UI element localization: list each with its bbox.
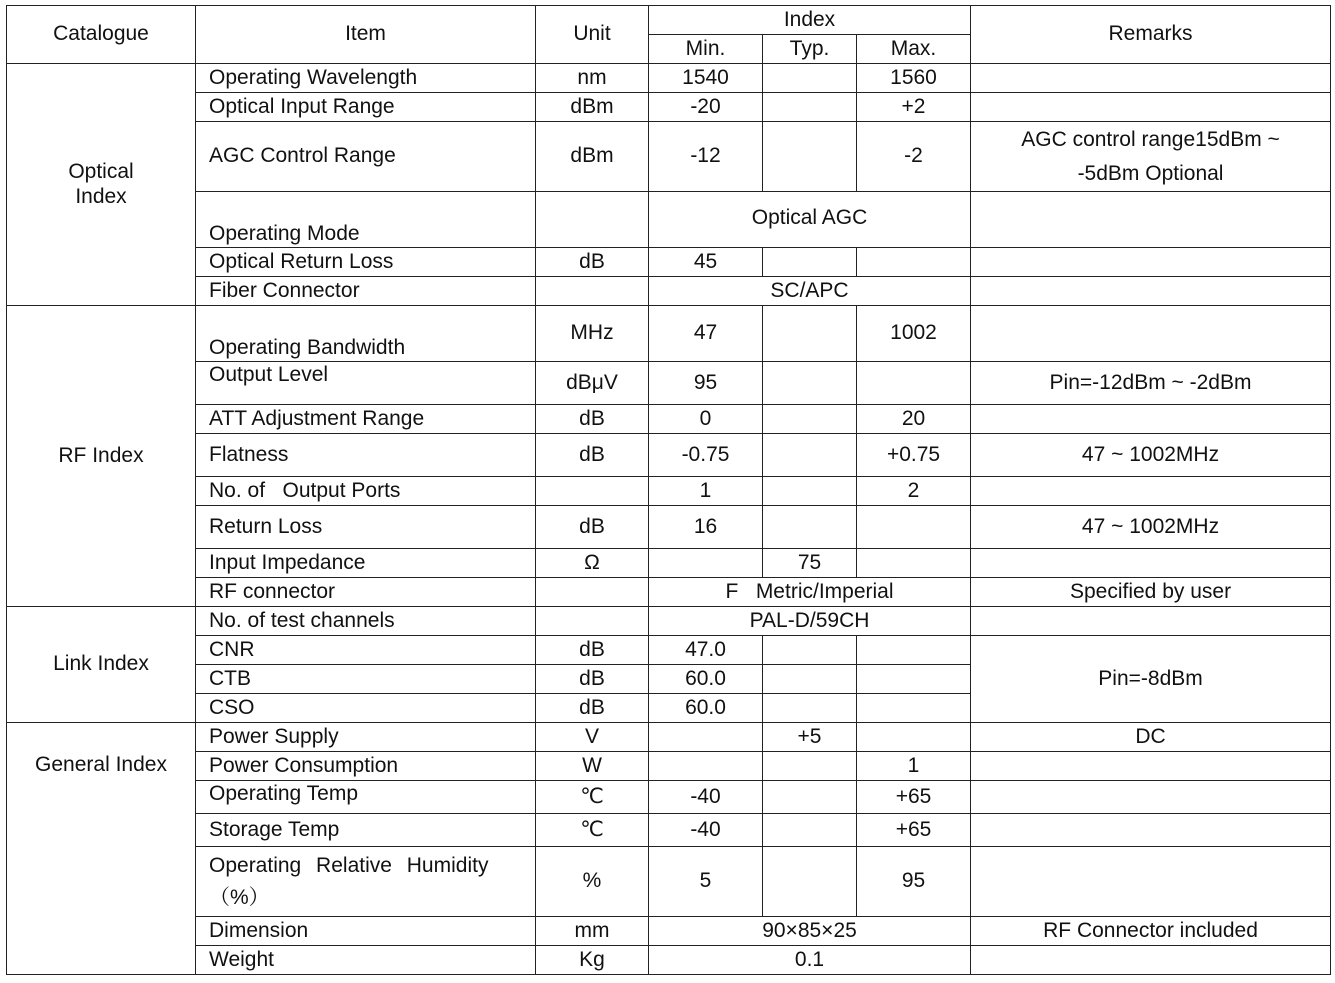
remark-cell bbox=[971, 405, 1331, 434]
remark-cell: RF Connector included bbox=[971, 917, 1331, 946]
typ-cell bbox=[763, 248, 857, 277]
remark-cell bbox=[971, 549, 1331, 578]
table-row bbox=[7, 917, 1331, 946]
group-link-index: Link Index bbox=[7, 607, 196, 723]
typ-cell bbox=[763, 122, 857, 192]
unit-cell: dB bbox=[536, 694, 649, 723]
typ-cell bbox=[763, 477, 857, 506]
min-cell: 45 bbox=[649, 248, 763, 277]
item-label: No. of test channels bbox=[196, 607, 536, 636]
remark-cell bbox=[971, 477, 1331, 506]
remark-cell bbox=[971, 192, 1331, 248]
remark-cell: Specified by user bbox=[971, 578, 1331, 607]
item-label bbox=[196, 847, 536, 917]
typ-cell: 75 bbox=[763, 549, 857, 578]
typ-cell bbox=[763, 814, 857, 847]
unit-cell: dBμV bbox=[536, 362, 649, 405]
item-line: Operating Relative Humidity bbox=[209, 854, 489, 877]
item-label: AGC Control Range bbox=[196, 122, 536, 192]
min-cell: 95 bbox=[649, 362, 763, 405]
item-label: Input Impedance bbox=[196, 549, 536, 578]
typ-cell bbox=[763, 636, 857, 665]
min-cell: 60.0 bbox=[649, 694, 763, 723]
item-label: CNR bbox=[196, 636, 536, 665]
remark-cell bbox=[971, 122, 1331, 192]
table-row bbox=[7, 93, 1331, 122]
unit-cell: dBm bbox=[536, 93, 649, 122]
table-row bbox=[7, 192, 1331, 248]
group-rf-index: RF Index bbox=[7, 306, 196, 607]
unit-cell bbox=[536, 607, 649, 636]
item-label: Operating Wavelength bbox=[196, 64, 536, 93]
header-catalogue: Catalogue bbox=[7, 6, 196, 64]
min-cell: 0 bbox=[649, 405, 763, 434]
header-min: Min. bbox=[649, 35, 763, 64]
table-row bbox=[7, 306, 1331, 362]
table-row bbox=[7, 636, 1331, 665]
unit-cell: Kg bbox=[536, 946, 649, 975]
unit-cell bbox=[536, 477, 649, 506]
max-cell bbox=[857, 723, 971, 752]
item-line: （%） bbox=[209, 885, 270, 909]
max-cell: +65 bbox=[857, 781, 971, 814]
item-label: No. of Output Ports bbox=[196, 477, 536, 506]
unit-cell: dB bbox=[536, 636, 649, 665]
unit-cell: W bbox=[536, 752, 649, 781]
table-row bbox=[7, 248, 1331, 277]
item-label: CSO bbox=[196, 694, 536, 723]
unit-cell: dB bbox=[536, 665, 649, 694]
header-remarks: Remarks bbox=[971, 6, 1331, 64]
remark-cell bbox=[971, 306, 1331, 362]
item-label: Operating Temp bbox=[196, 781, 536, 814]
unit-cell: % bbox=[536, 847, 649, 917]
typ-cell bbox=[763, 752, 857, 781]
typ-cell bbox=[763, 781, 857, 814]
max-cell bbox=[857, 362, 971, 405]
index-value-cell: 0.1 bbox=[649, 946, 971, 975]
remark-cell bbox=[971, 847, 1331, 917]
group-label: Optical Index bbox=[68, 160, 134, 208]
remark-cell bbox=[971, 93, 1331, 122]
item-label: Optical Input Range bbox=[196, 93, 536, 122]
table-row bbox=[7, 64, 1331, 93]
remark-cell bbox=[971, 781, 1331, 814]
remark-cell bbox=[971, 248, 1331, 277]
typ-cell bbox=[763, 93, 857, 122]
item-label: Storage Temp bbox=[196, 814, 536, 847]
table-row bbox=[7, 814, 1331, 847]
min-cell: -20 bbox=[649, 93, 763, 122]
item-label: Flatness bbox=[196, 434, 536, 477]
max-cell: -2 bbox=[857, 122, 971, 192]
table-row bbox=[7, 277, 1331, 306]
header-index: Index bbox=[649, 6, 971, 35]
group-general-index: General Index bbox=[7, 723, 196, 975]
unit-cell: dBm bbox=[536, 122, 649, 192]
unit-cell bbox=[536, 277, 649, 306]
unit-cell: dB bbox=[536, 506, 649, 549]
max-cell: 95 bbox=[857, 847, 971, 917]
min-cell: -12 bbox=[649, 122, 763, 192]
header-typ: Typ. bbox=[763, 35, 857, 64]
unit-cell: V bbox=[536, 723, 649, 752]
table-row bbox=[7, 434, 1331, 477]
unit-cell: nm bbox=[536, 64, 649, 93]
item-label: ATT Adjustment Range bbox=[196, 405, 536, 434]
table-row bbox=[7, 781, 1331, 814]
max-cell: 1560 bbox=[857, 64, 971, 93]
remark-cell bbox=[971, 752, 1331, 781]
item-label: Power Supply bbox=[196, 723, 536, 752]
remark-line: -5dBm Optional bbox=[1077, 161, 1224, 185]
item-label: Output Level bbox=[196, 362, 536, 405]
item-label: Operating Bandwidth bbox=[196, 306, 536, 362]
typ-cell bbox=[763, 434, 857, 477]
max-cell: +0.75 bbox=[857, 434, 971, 477]
min-cell: 5 bbox=[649, 847, 763, 917]
table-row bbox=[7, 946, 1331, 975]
item-label: Optical Return Loss bbox=[196, 248, 536, 277]
remark-cell bbox=[971, 946, 1331, 975]
index-value-cell: F Metric/Imperial bbox=[649, 578, 971, 607]
item-label: Fiber Connector bbox=[196, 277, 536, 306]
max-cell bbox=[857, 549, 971, 578]
unit-cell bbox=[536, 578, 649, 607]
index-value-cell: SC/APC bbox=[649, 277, 971, 306]
group-optical-index bbox=[7, 64, 196, 306]
index-value-cell: PAL-D/59CH bbox=[649, 607, 971, 636]
max-cell: 1 bbox=[857, 752, 971, 781]
remark-cell bbox=[971, 814, 1331, 847]
remark-cell bbox=[971, 277, 1331, 306]
min-cell: -40 bbox=[649, 781, 763, 814]
table-row bbox=[7, 607, 1331, 636]
header-item: Item bbox=[196, 6, 536, 64]
typ-cell bbox=[763, 847, 857, 917]
header-max: Max. bbox=[857, 35, 971, 64]
index-value-cell: Optical AGC bbox=[649, 192, 971, 248]
min-cell: 60.0 bbox=[649, 665, 763, 694]
unit-cell: dB bbox=[536, 248, 649, 277]
min-cell: -0.75 bbox=[649, 434, 763, 477]
min-cell bbox=[649, 723, 763, 752]
max-cell bbox=[857, 506, 971, 549]
remark-cell bbox=[971, 607, 1331, 636]
unit-cell: Ω bbox=[536, 549, 649, 578]
min-cell bbox=[649, 549, 763, 578]
typ-cell bbox=[763, 405, 857, 434]
min-cell: 1 bbox=[649, 477, 763, 506]
max-cell: +65 bbox=[857, 814, 971, 847]
remark-cell: 47 ~ 1002MHz bbox=[971, 506, 1331, 549]
unit-cell: dB bbox=[536, 405, 649, 434]
max-cell bbox=[857, 665, 971, 694]
min-cell: 47.0 bbox=[649, 636, 763, 665]
typ-cell bbox=[763, 665, 857, 694]
typ-cell bbox=[763, 362, 857, 405]
table-row bbox=[7, 506, 1331, 549]
table-row bbox=[7, 578, 1331, 607]
typ-cell: +5 bbox=[763, 723, 857, 752]
min-cell: 1540 bbox=[649, 64, 763, 93]
item-label: Return Loss bbox=[196, 506, 536, 549]
item-label: Operating Mode bbox=[196, 192, 536, 248]
typ-cell bbox=[763, 64, 857, 93]
min-cell bbox=[649, 752, 763, 781]
index-value-cell: 90×85×25 bbox=[649, 917, 971, 946]
item-label: RF connector bbox=[196, 578, 536, 607]
table-row bbox=[7, 723, 1331, 752]
unit-cell bbox=[536, 192, 649, 248]
unit-cell: dB bbox=[536, 434, 649, 477]
table-row bbox=[7, 122, 1331, 192]
typ-cell bbox=[763, 506, 857, 549]
remark-line: AGC control range15dBm ~ bbox=[1021, 127, 1280, 151]
table-row bbox=[7, 549, 1331, 578]
max-cell: +2 bbox=[857, 93, 971, 122]
table-row bbox=[7, 362, 1331, 405]
table-row bbox=[7, 405, 1331, 434]
remark-cell: 47 ~ 1002MHz bbox=[971, 434, 1331, 477]
max-cell: 1002 bbox=[857, 306, 971, 362]
typ-cell bbox=[763, 306, 857, 362]
item-label: CTB bbox=[196, 665, 536, 694]
min-cell: 47 bbox=[649, 306, 763, 362]
min-cell: 16 bbox=[649, 506, 763, 549]
remark-cell bbox=[971, 64, 1331, 93]
max-cell: 2 bbox=[857, 477, 971, 506]
item-label: Weight bbox=[196, 946, 536, 975]
typ-cell bbox=[763, 694, 857, 723]
unit-cell: mm bbox=[536, 917, 649, 946]
unit-cell: ℃ bbox=[536, 781, 649, 814]
remark-cell: DC bbox=[971, 723, 1331, 752]
max-cell: 20 bbox=[857, 405, 971, 434]
max-cell bbox=[857, 694, 971, 723]
table-row bbox=[7, 752, 1331, 781]
header-unit: Unit bbox=[536, 6, 649, 64]
min-cell: -40 bbox=[649, 814, 763, 847]
item-label: Power Consumption bbox=[196, 752, 536, 781]
unit-cell: ℃ bbox=[536, 814, 649, 847]
table-row bbox=[7, 847, 1331, 917]
table-row bbox=[7, 477, 1331, 506]
max-cell bbox=[857, 248, 971, 277]
unit-cell: MHz bbox=[536, 306, 649, 362]
remark-cell: Pin=-12dBm ~ -2dBm bbox=[971, 362, 1331, 405]
max-cell bbox=[857, 636, 971, 665]
remark-cell: Pin=-8dBm bbox=[971, 636, 1331, 723]
item-label: Dimension bbox=[196, 917, 536, 946]
spec-table bbox=[6, 5, 1331, 975]
